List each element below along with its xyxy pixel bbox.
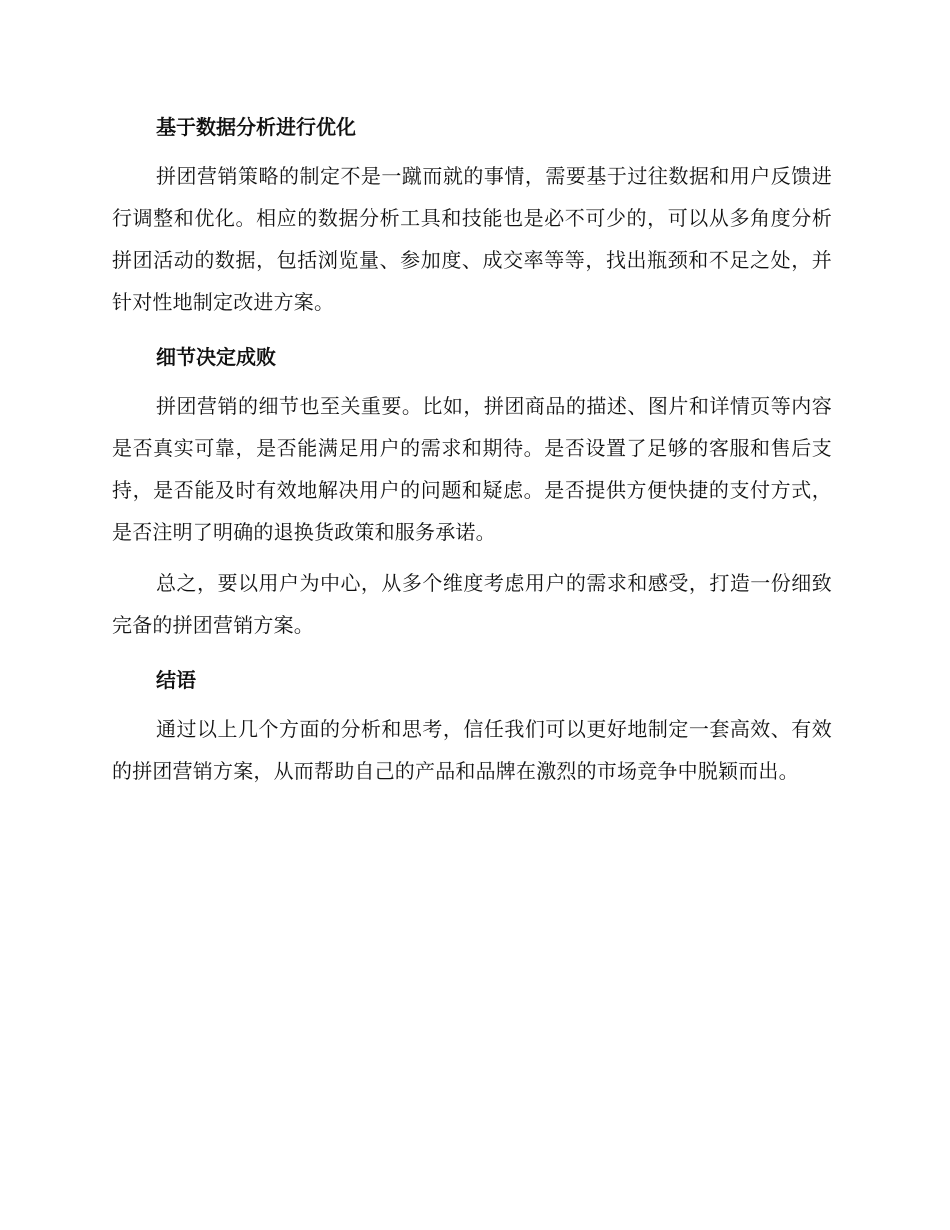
section-paragraph-summary: 总之，要以用户为中心，从多个维度考虑用户的需求和感受，打造一份细致完备的拼团营销方案。 (112, 571, 832, 637)
section-heading-data-optimization: 基于数据分析进行优化 (156, 115, 356, 139)
section-paragraph-conclusion: 通过以上几个方面的分析和思考，信任我们可以更好地制定一套高效、有效的拼团营销方案，从而帮助自己的产品和品牌在激烈的市场竞争中脱颖而出。 (112, 717, 832, 783)
section-heading-conclusion: 结语 (156, 668, 196, 692)
document-body (112, 108, 832, 801)
section-paragraph-data-optimization: 拼团营销策略的制定不是一蹴而就的事情，需要基于过往数据和用户反馈进行调整和优化。相应的数据分析工具和技能也是必不可少的，可以从多角度分析拼团活动的数据，包括浏览量、参加度、成交率等等，找出瓶颈和不足之处，并针对性地制定改进方案。 (112, 164, 832, 314)
section-paragraph-details: 拼团营销的细节也至关重要。比如，拼团商品的描述、图片和详情页等内容是否真实可靠，是否能满足用户的需求和期待。是否设置了足够的客服和售后支持，是否能及时有效地解决用户的问题和疑虑。是否提供方便快捷的支付方式，是否注明了明确的退换货政策和服务承诺。 (112, 394, 832, 544)
section-heading-details: 细节决定成败 (156, 345, 276, 369)
